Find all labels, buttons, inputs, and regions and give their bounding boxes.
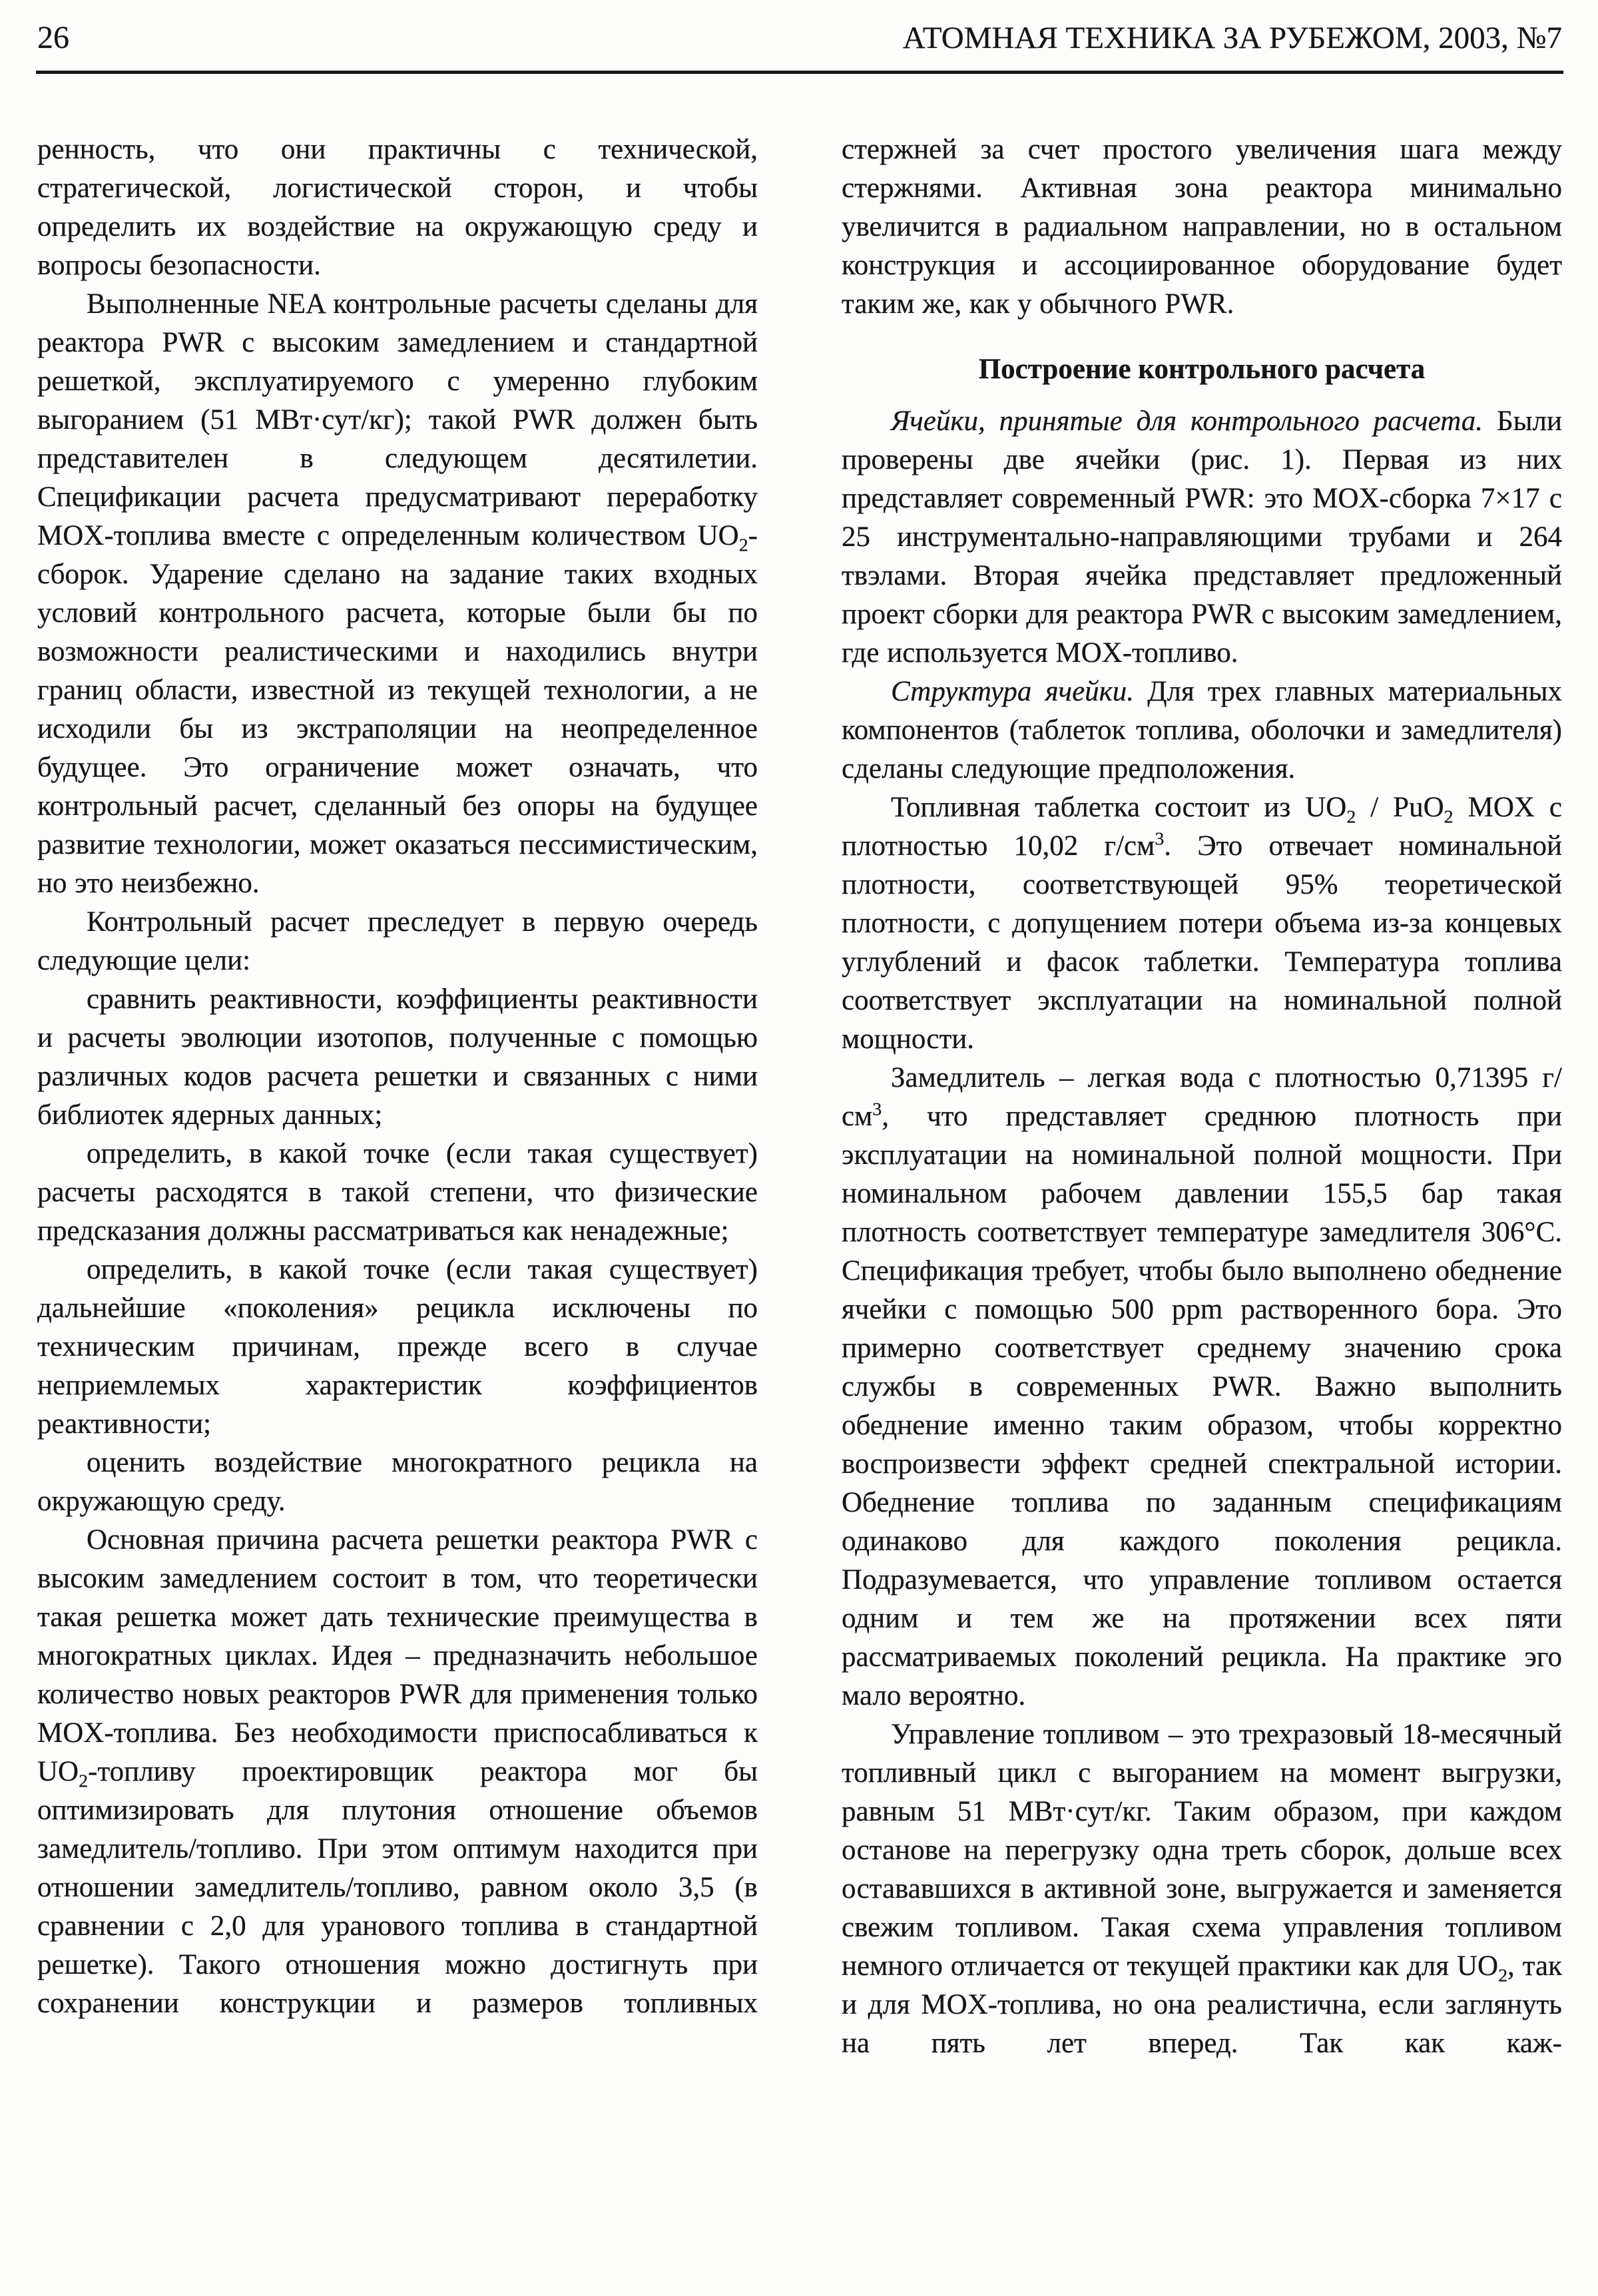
page-header: [37, 19, 1562, 57]
body-paragraph: Основная причина расчета решетки реактора PWR с высоким замедлением состоит в том, что теоретически такая решетка может дать технические преимущества в многократных циклах. Идея – предназначить небольшое количество новых реакторов PWR для применения только MOX-топлива. Без необходимости приспосабливаться к $UO_2$-топливу проектировщик реактора мог бы оптимизировать для плутония отношение объемов замедлитель/топливо. При этом оптимум находится при отношении замедлитель/топливо, равном около 3,5 (в сравнении с 2,0 для уранового топлива в стандартной решетке). Такого отношения можно достигнуть при сохранении конструкции и размеров топливных: [37, 1524, 758, 2019]
body-paragraph: Структура ячейки. Для трех главных материальных компонентов (таблеток топлива, оболочки и замедлителя) сделаны следующие предположения.: [842, 676, 1562, 784]
body-paragraph: Замедлитель – легкая вода с плотностью 0,71395 $г/см^3$, что представляет среднюю плотность при эксплуатации на номинальной полной мощности. При номинальном рабочем давлении 155,5 бар такая плотность соответствует температуре замедлителя 306°С. Спецификация требует, чтобы было выполнено обеднение ячейки с помощью 500 ppm растворенного бора. Это примерно соответствует среднему значению срока службы в современных PWR. Важно выполнить обеднение именно таким образом, чтобы корректно воспроизвести эффект средней спектральной истории. Обеднение топлива по заданным спецификациям одинаково для каждого поколения рецикла. Подразумевается, что управление топливом остается одним и тем же на протяжении всех пяти рассматриваемых поколений рецикла. На практике эго мало вероятно.: [842, 1062, 1562, 1711]
body-paragraph: Управление топливом – это трехразовый 18-месячный топливный цикл с выгоранием на момент выгрузки, равным 51 МВт·сут/кг. Таким образом, при каждом останове на перегрузку одна треть сборок, дольше всех остававшихся в активной зоне, выгружается и заменяется свежим топливом. Такая схема управления топливом немного отличается от текущей практики как для $UO_2$, так и для MOX-топлива, но она реалистична, если заглянуть на пять лет вперед. Так как каж-: [842, 1719, 1562, 2059]
article-body: [37, 131, 1562, 2296]
body-paragraph: оценить воздействие многократного рецикла на окружающую среду.: [37, 1447, 758, 1517]
left-column: [37, 131, 758, 2296]
page-number: 26: [37, 20, 69, 55]
body-paragraph: определить, в какой точке (если такая существует) расчеты расходятся в такой степени, что физические предсказания должны рассматриваться как ненадежные;: [37, 1138, 758, 1247]
body-paragraph: определить, в какой точке (если такая существует) дальнейшие «поколения» рецикла исключены по техническим причинам, прежде всего в случае неприемлемых характеристик коэффициентов реактивности;: [37, 1254, 758, 1440]
body-paragraph: Топливная таблетка состоит из $UO_2 / PuO_2$ MOX с плотностью 10,02 $г/см^3$. Это отвечает номинальной плотности, соответствующей 95% теоретической плотности, с допущением потери объема из-за концевых углублений и фасок таблетки. Температура топлива соответствует эксплуатации на номинальной полной мощности.: [842, 792, 1562, 1055]
body-paragraph: сравнить реактивности, коэффициенты реактивности и расчеты эволюции изотопов, полученные с помощью различных кодов расчета решетки и связанных с ними библиотек ядерных данных;: [37, 984, 758, 1131]
header-rule: [36, 71, 1563, 74]
journal-title: АТОМНАЯ ТЕХНИКА ЗА РУБЕЖОМ, 2003, №7: [902, 21, 1562, 55]
body-paragraph: Ячейки, принятые для контрольного расчета. Были проверены две ячейки (рис. 1). Первая из них представляет современный PWR: это MOX-сборка 7×17 с 25 инструментально-направляющими трубами и 264 твэлами. Вторая ячейка представляет предложенный проект сборки для реактора PWR с высоким замедлением, где используется MOX-топливо.: [842, 406, 1562, 669]
body-paragraph: Контрольный расчет преследует в первую очередь следующие цели:: [37, 906, 758, 976]
body-paragraph: ренность, что они практичны с технической, стратегической, логистической сторон, и чтобы определить их воздействие на окружающую среду и вопросы безопасности.: [37, 134, 758, 281]
body-paragraph: Выполненные NEA контрольные расчеты сделаны для реактора PWR с высоким замедлением и стандартной решеткой, эксплуатируемого с умеренно глубоким выгоранием (51 МВт·сут/кг); такой PWR должен быть представителен в следующем десятилетии. Спецификации расчета предусматривают переработку MOX-топлива вместе с определенным количеством $UO_2$-сборок. Ударение сделано на задание таких входных условий контрольного расчета, которые были бы по возможности реалистическими и находились внутри границ области, известной из текущей технологии, а не исходили бы из экстраполяции на неопределенное будущее. Это ограничение может означать, что контрольный расчет, сделанный без опоры на будущее развитие технологии, может оказаться пессимистическим, но это неизбежно.: [37, 288, 758, 899]
section-heading: Построение контрольного расчета: [978, 354, 1426, 385]
body-paragraph: стержней за счет простого увеличения шага между стержнями. Активная зона реактора минимально увеличится в радиальном направлении, но в остальном конструкция и ассоциированное оборудование будет таким же, как у обычного PWR.: [842, 134, 1562, 320]
right-column: [842, 131, 1562, 2296]
